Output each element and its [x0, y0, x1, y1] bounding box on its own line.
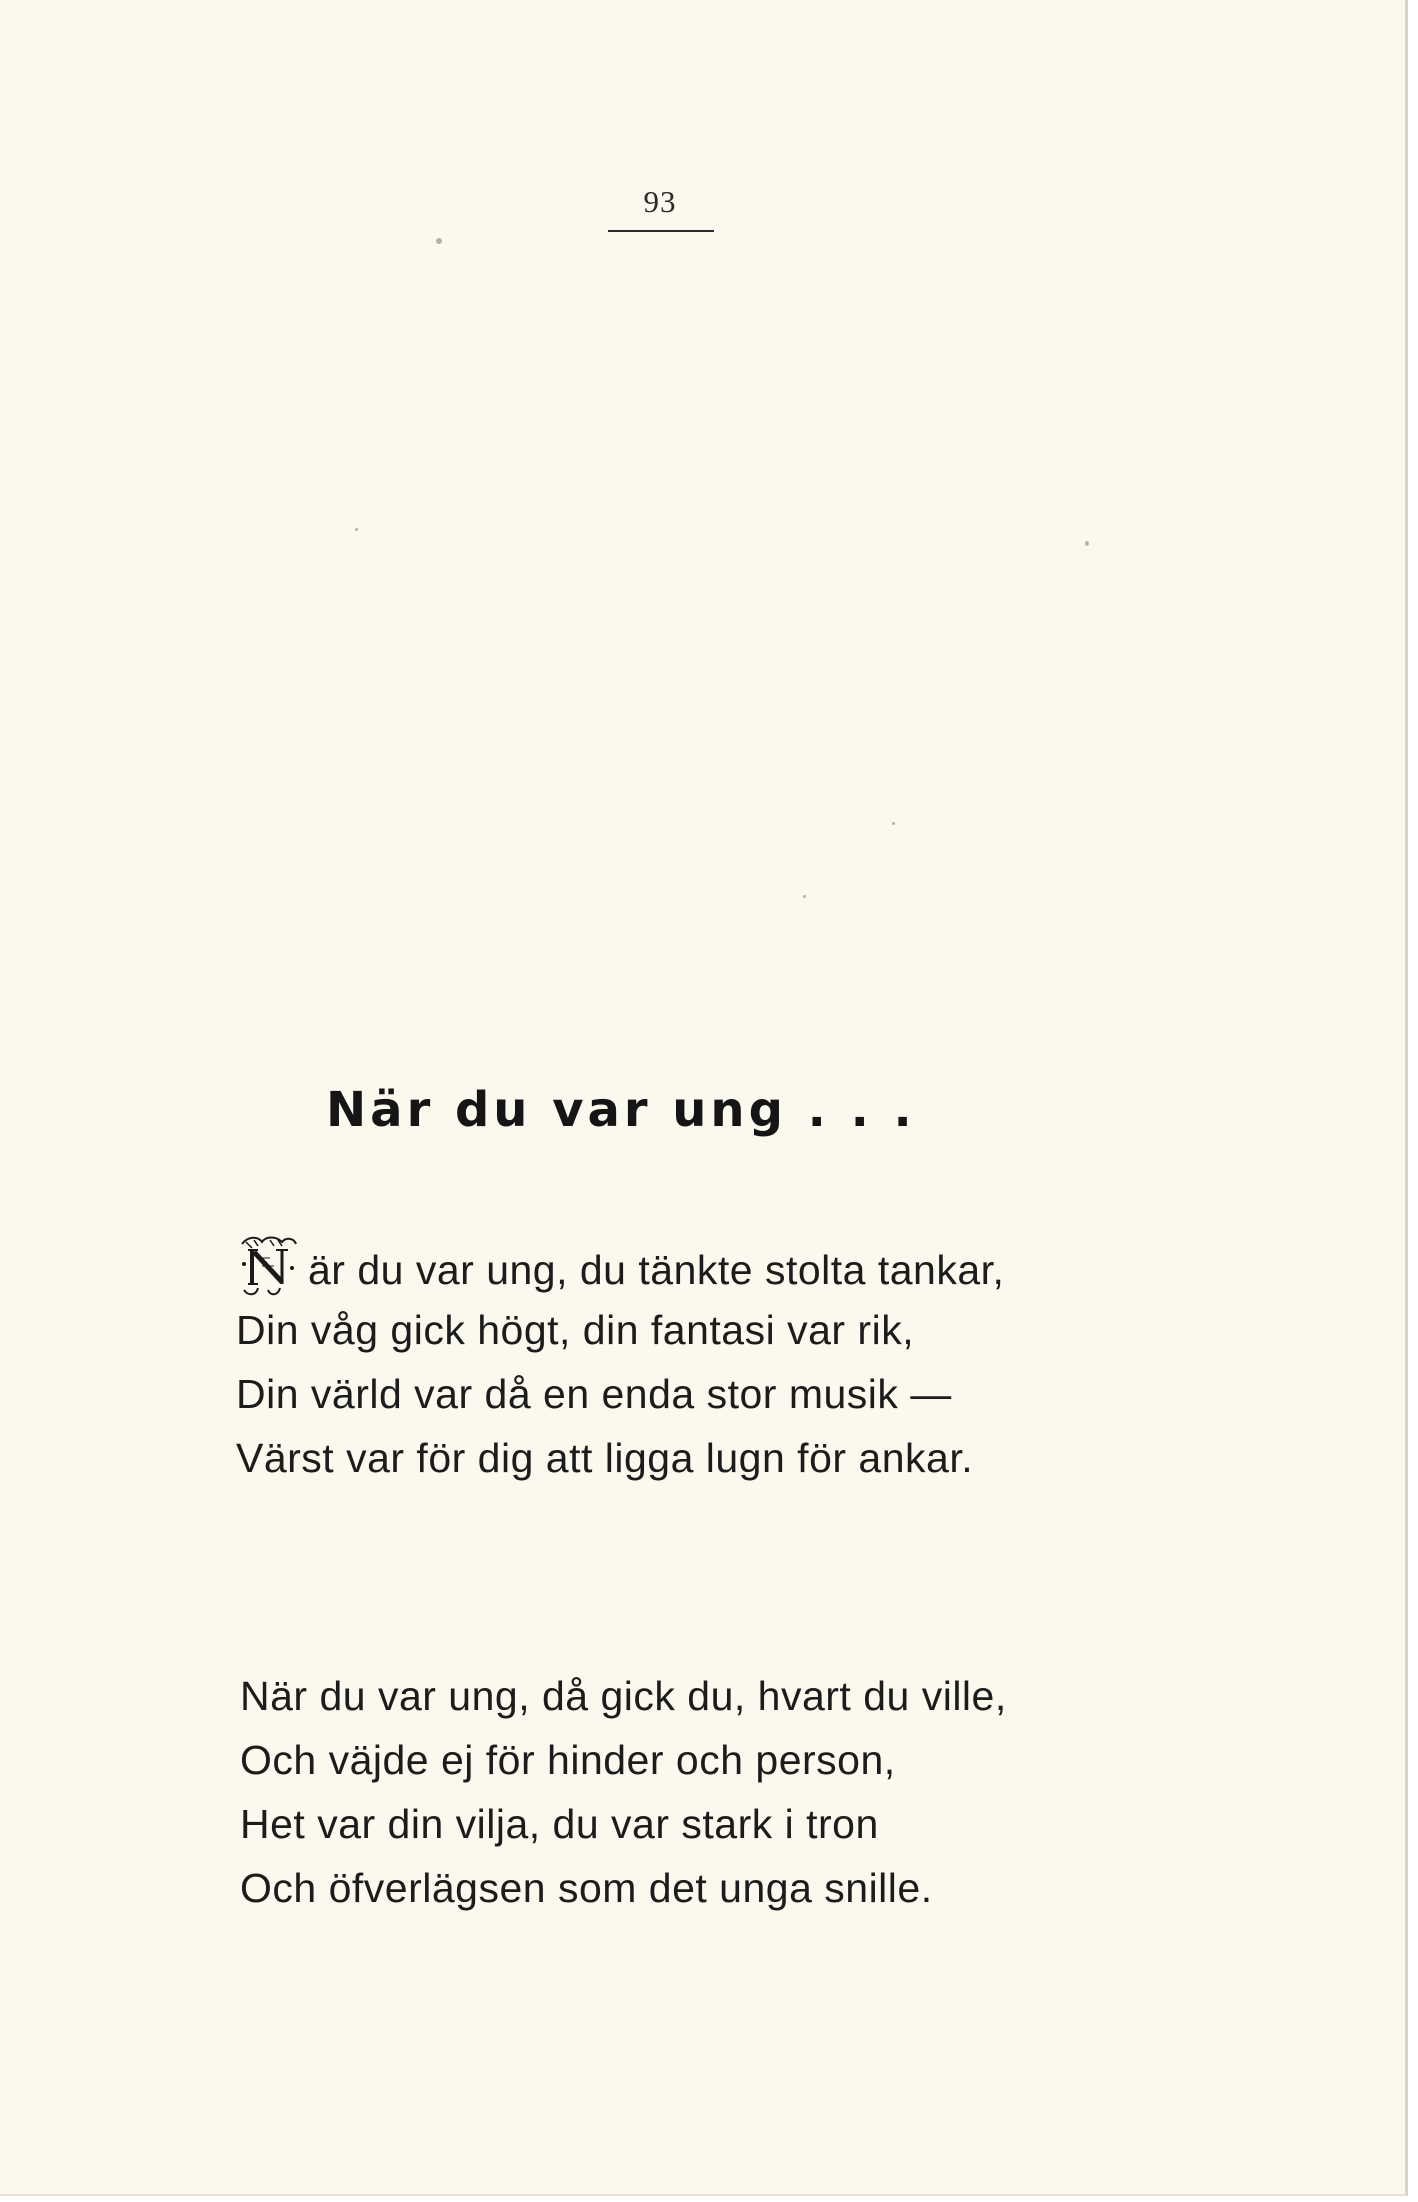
- paper-speck: [803, 895, 806, 898]
- stanza-1-line-3: Din värld var då en enda stor musik —: [236, 1371, 952, 1417]
- page-number: 93: [643, 184, 677, 219]
- paper-speck: [436, 238, 442, 244]
- stanza-2-line-1: När du var ung, då gick du, hvart du ville,: [240, 1673, 1007, 1719]
- stanza-1-line-1-text: är du var ung, du tänkte stolta tankar,: [308, 1247, 1005, 1293]
- paper-speck: [1085, 541, 1089, 546]
- paper-speck: [355, 528, 358, 531]
- page-number-rule: [608, 230, 714, 232]
- stanza-2-line-2: Och väjde ej för hinder och person,: [240, 1737, 896, 1783]
- paper-speck: [892, 822, 895, 825]
- stanza-2-line-3: Het var din vilja, du var stark i tron: [240, 1801, 879, 1847]
- stanza-1-line-1: [236, 1234, 1004, 1298]
- stanza-2: [240, 1664, 1007, 1920]
- ornamental-drop-cap-n: [236, 1234, 300, 1298]
- stanza-1: [236, 1234, 1004, 1490]
- poem-title: När du var ung . . .: [326, 1082, 916, 1138]
- stanza-1-line-2: Din våg gick högt, din fantasi var rik,: [236, 1307, 915, 1353]
- stanza-1-line-4: Värst var för dig att ligga lugn för ankar.: [236, 1435, 974, 1481]
- stanza-2-line-4: Och öfverlägsen som det unga snille.: [240, 1865, 933, 1911]
